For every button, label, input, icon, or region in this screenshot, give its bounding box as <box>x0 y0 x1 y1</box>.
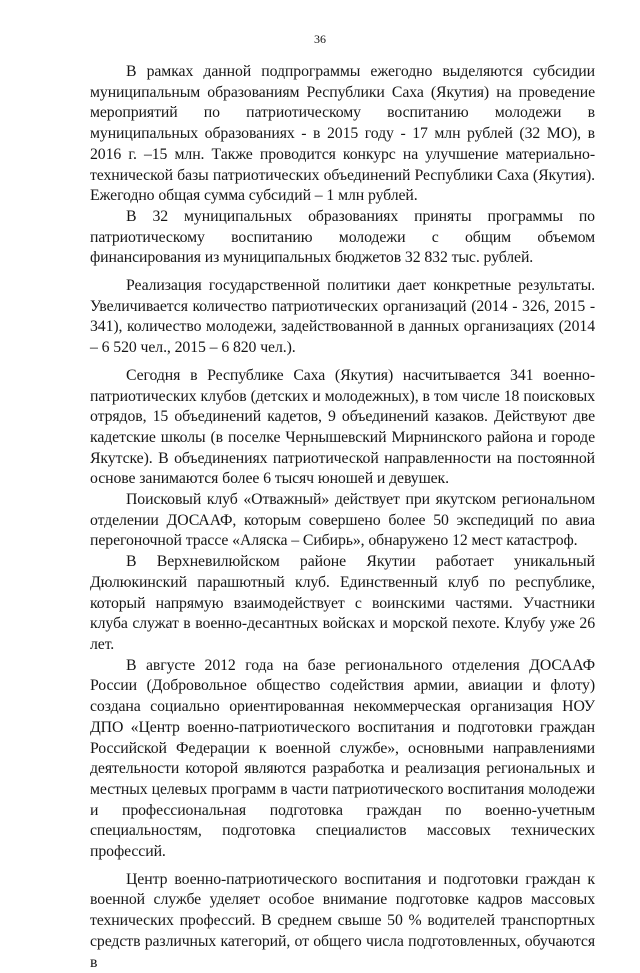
paragraph-policy-results: Реализация государственной политики дает конкретные результаты. Увеличивается количество патриотических организаций (2014 - 326, 2015 - 341), количество молодежи, задействованной в данных организациях (2014 – 6 520 чел., 2015 – 6 820 чел.). <box>90 277 595 357</box>
paragraph-dosaaf-center: В августе 2012 года на базе регионального отделения ДОСААФ России (Добровольное общество содействия армии, авиации и флоту) создана социально ориентированная некоммерческая организация НОУ ДПО «Центр военно-патриотического воспитания и подготовки граждан Российской Федерации к военной службе», основными направлениями деятельности которой являются разработка и реализация региональных и местных целевых программ в части патриотического воспитания молодежи и профессиональная подготовка граждан по военно-учетным специальностям, подготовка специалистов массовых технических профессий. <box>90 656 595 861</box>
page-number: 36 <box>314 32 326 46</box>
paragraph-parachute-club: В Верхневилюйском районе Якутии работает уникальный Дюлюкинский парашютный клуб. Единственный клуб по республике, который напрямую взаимодействует с воинскими частями. Участники клуба служат в военно-десантных войсках и морской пехоте. Клубу уже 26 лет. <box>90 553 595 653</box>
paragraph-military-patriotic-clubs: Сегодня в Республике Саха (Якутия) насчитывается 341 военно-патриотических клубов (детских и молодежных), в том числе 18 поисковых отрядов, 15 объединений кадетов, 9 объединений казаков. Действуют две кадетские школы (в поселке Чернышевский Мирнинского района и городе Якутске). В объединениях патриотической направленности на постоянной основе занимаются более 6 тысяч юношей и девушек. <box>90 366 595 488</box>
paragraph-subsidies: В рамках данной подпрограммы ежегодно выделяются субсидии муниципальным образованиям Республики Саха (Якутия) на проведение мероприятий по патриотическому воспитанию молодежи в муниципальных образованиях - в 2015 году - 17 млн рублей (32 МО), в 2016 г. –15 млн. Также проводится конкурс на улучшение материально-технической базы патриотических объединений Республики Саха (Якутия). Ежегодно общая сумма субсидий – 1 млн рублей. <box>90 63 595 205</box>
paragraph-municipal-programs: В 32 муниципальных образованиях приняты программы по патриотическому воспитанию молодежи с общим объемом финансирования из муниципальных бюджетов 32 832 тыс. рублей. <box>90 207 595 267</box>
body-text <box>90 62 595 973</box>
paragraph-center-training: Центр военно-патриотического воспитания и подготовки граждан к военной службе уделяет особое внимание подготовке кадров массовых технических профессий. В среднем свыше 50 % водителей транспортных средств различных категорий, от общего числа подготовленных, обучаются в <box>90 870 595 971</box>
paragraph-search-club: Поисковый клуб «Отважный» действует при якутском региональном отделении ДОСААФ, которым совершено более 50 экспедиций по авиа перегоночной трассе «Аляска – Сибирь», обнаружено 12 мест катастроф. <box>90 491 595 550</box>
